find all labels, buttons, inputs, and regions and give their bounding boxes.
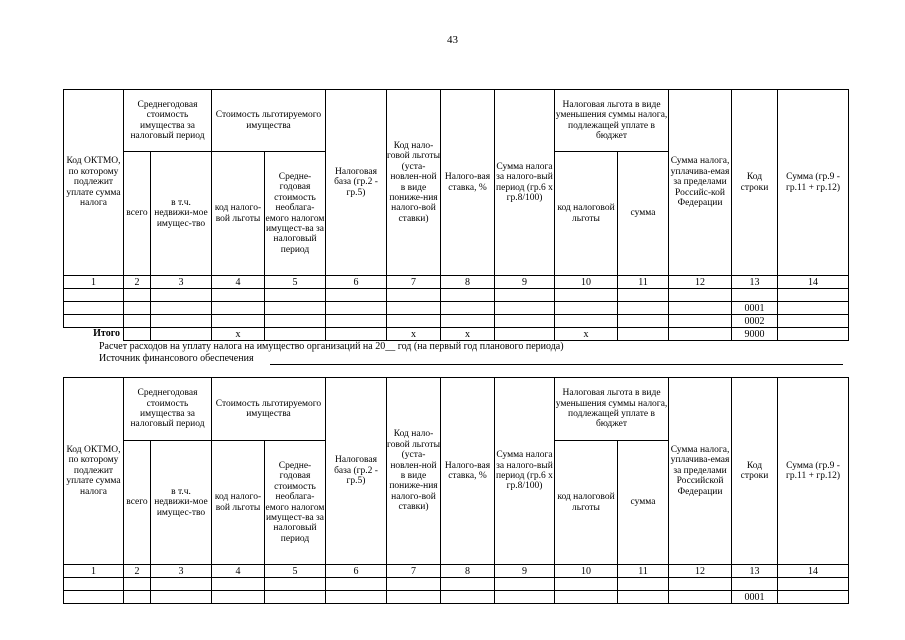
total-row bbox=[64, 328, 849, 341]
total-label: Итого bbox=[93, 328, 120, 340]
header-benefit-sum: сумма bbox=[618, 441, 669, 565]
col-num: 14 bbox=[778, 565, 849, 578]
header-tax-amount: Сумма налога за налого-вый период (гр.6 х гр.8/100) bbox=[495, 90, 555, 276]
table-row bbox=[64, 591, 849, 604]
col-num: 9 bbox=[495, 565, 555, 578]
col-num: 13 bbox=[732, 276, 778, 289]
col-num: 13 bbox=[732, 565, 778, 578]
col-num: 11 bbox=[618, 276, 669, 289]
col-num: 6 bbox=[326, 565, 387, 578]
funding-source-line bbox=[270, 364, 843, 365]
header-row-code: Код строки bbox=[732, 378, 778, 565]
header-benefit-code-2: код налоговой льготы bbox=[555, 152, 618, 276]
header-total-sum: Сумма (гр.9 - гр.11 + гр.12) bbox=[778, 90, 849, 276]
col-num: 1 bbox=[64, 276, 124, 289]
col-num: 10 bbox=[555, 276, 618, 289]
column-numbers-row bbox=[64, 276, 849, 289]
col-num: 3 bbox=[151, 565, 212, 578]
header-exempt-value: Стоимость льготируемого имущества bbox=[212, 90, 326, 152]
header-real-estate: в т.ч. недвижи-мое имущес-тво bbox=[151, 152, 212, 276]
header-real-estate: в т.ч. недвижи-мое имущес-тво bbox=[151, 441, 212, 565]
page-number: 43 bbox=[447, 34, 458, 46]
col-num: 14 bbox=[778, 276, 849, 289]
header-nontaxable-value: Средне-годовая стоимость необлага-емого налогом имущест-ва за налоговый период bbox=[265, 441, 326, 565]
col-num: 4 bbox=[212, 565, 265, 578]
x-mark: х bbox=[555, 328, 618, 341]
tax-calculation-table-1 bbox=[63, 89, 849, 341]
col-num: 8 bbox=[441, 276, 495, 289]
header-tax-benefit: Налоговая льгота в виде уменьшения суммы налога, подлежащей уплате в бюджет bbox=[555, 378, 669, 441]
header-benefit-code-rate: Код нало-говой льготы (уста-новлен-ной в виде пониже-ния налого-вой ставки) bbox=[387, 90, 441, 276]
section-caption: Расчет расходов на уплату налога на имущество организаций на 20__ год (на первый год планового периода) bbox=[99, 341, 564, 352]
row-code: 0001 bbox=[732, 591, 778, 604]
funding-source-label: Источник финансового обеспечения bbox=[99, 353, 254, 364]
row-code: 0001 bbox=[732, 302, 778, 315]
header-oktmo: Код ОКТМО, по которому подлежит уплате сумма налога bbox=[64, 378, 124, 565]
col-num: 7 bbox=[387, 276, 441, 289]
table-row bbox=[64, 302, 849, 315]
header-tax-rate: Налого-вая ставка, % bbox=[441, 378, 495, 565]
column-numbers-row bbox=[64, 565, 849, 578]
header-tax-benefit: Налоговая льгота в виде уменьшения суммы налога, подлежащей уплате в бюджет bbox=[555, 90, 669, 152]
x-mark: х bbox=[387, 328, 441, 341]
header-avg-value: Среднегодовая стоимость имущества за налоговый период bbox=[124, 90, 212, 152]
col-num: 5 bbox=[265, 565, 326, 578]
header-row-code: Код строки bbox=[732, 90, 778, 276]
col-num: 2 bbox=[124, 565, 151, 578]
table-row bbox=[64, 289, 849, 302]
header-total: всего bbox=[124, 152, 151, 276]
header-oktmo: Код ОКТМО, по которому подлежит уплате сумма налога bbox=[64, 90, 124, 276]
header-benefit-code: код налого-вой льготы bbox=[212, 441, 265, 565]
col-num: 12 bbox=[669, 276, 732, 289]
header-benefit-sum: сумма bbox=[618, 152, 669, 276]
col-num: 12 bbox=[669, 565, 732, 578]
col-num: 6 bbox=[326, 276, 387, 289]
col-num: 5 bbox=[265, 276, 326, 289]
header-benefit-code-2: код налоговой льготы bbox=[555, 441, 618, 565]
header-tax-amount: Сумма налога за налого-вый период (гр.6 х гр.8/100) bbox=[495, 378, 555, 565]
header-tax-base: Налоговая база (гр.2 - гр.5) bbox=[326, 90, 387, 276]
header-benefit-code-rate: Код нало-говой льготы (уста-новлен-ной в виде пониже-ния налого-вой ставки) bbox=[387, 378, 441, 565]
header-foreign-tax: Сумма налога, уплачива-емая за пределами Российс-кой Федерации bbox=[669, 90, 732, 276]
table-row bbox=[64, 578, 849, 591]
row-code bbox=[732, 578, 778, 591]
col-num: 8 bbox=[441, 565, 495, 578]
col-num: 3 bbox=[151, 276, 212, 289]
col-num: 10 bbox=[555, 565, 618, 578]
header-benefit-code: код налого-вой льготы bbox=[212, 152, 265, 276]
header-nontaxable-value: Средне-годовая стоимость необлага-емого налогом имущест-ва за налоговый период bbox=[265, 152, 326, 276]
col-num: 11 bbox=[618, 565, 669, 578]
col-num: 1 bbox=[64, 565, 124, 578]
x-mark: х bbox=[212, 328, 265, 341]
col-num: 2 bbox=[124, 276, 151, 289]
row-code: 9000 bbox=[732, 328, 778, 341]
header-avg-value: Среднегодовая стоимость имущества за налоговый период bbox=[124, 378, 212, 441]
header-total: всего bbox=[124, 441, 151, 565]
header-exempt-value: Стоимость льготируемого имущества bbox=[212, 378, 326, 441]
header-total-sum: Сумма (гр.9 - гр.11 + гр.12) bbox=[778, 378, 849, 565]
header-tax-rate: Налого-вая ставка, % bbox=[441, 90, 495, 276]
header-foreign-tax: Сумма налога, уплачива-емая за пределами Российской Федерации bbox=[669, 378, 732, 565]
table-row bbox=[64, 315, 849, 328]
col-num: 7 bbox=[387, 565, 441, 578]
row-code bbox=[732, 289, 778, 302]
tax-calculation-table-2 bbox=[63, 377, 849, 604]
col-num: 9 bbox=[495, 276, 555, 289]
col-num: 4 bbox=[212, 276, 265, 289]
row-code: 0002 bbox=[732, 315, 778, 328]
x-mark: х bbox=[441, 328, 495, 341]
header-tax-base: Налоговая база (гр.2 - гр.5) bbox=[326, 378, 387, 565]
